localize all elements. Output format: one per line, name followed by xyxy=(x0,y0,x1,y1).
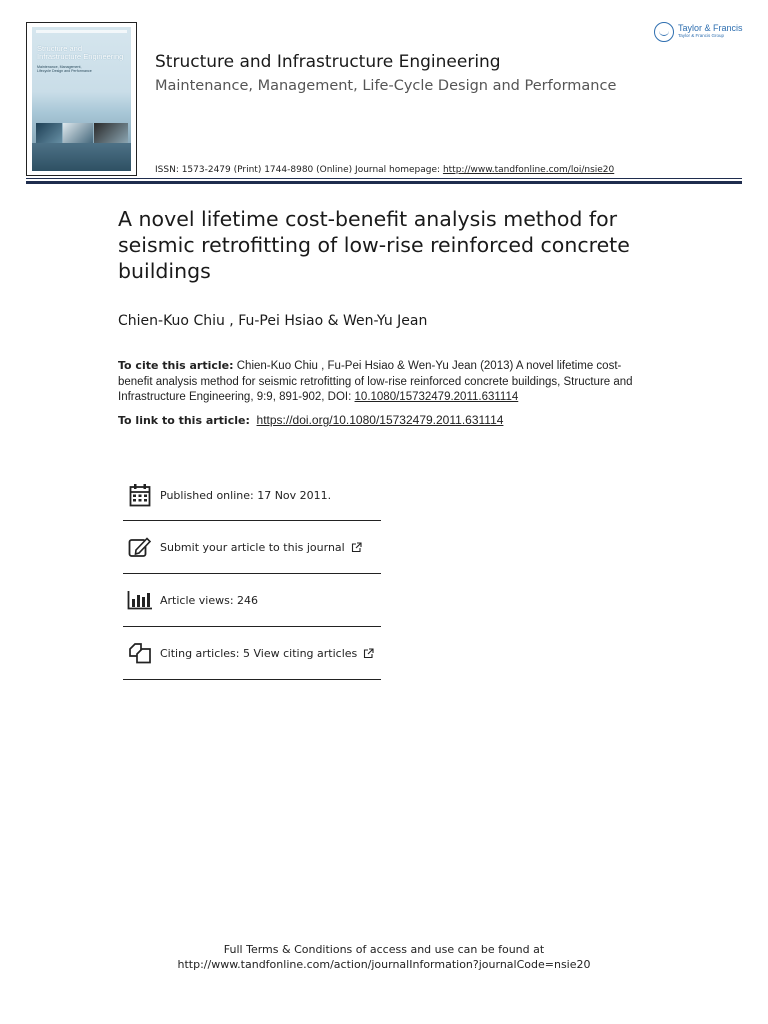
citing-articles-link[interactable] xyxy=(123,627,381,680)
footer-terms-text: Full Terms & Conditions of access and use can be found at xyxy=(223,943,545,956)
issn-line xyxy=(155,165,614,175)
published-date xyxy=(123,470,381,521)
published-text: Published online: 17 Nov 2011. xyxy=(160,488,332,502)
publisher-logo[interactable] xyxy=(654,22,743,42)
article-link-line xyxy=(118,413,503,427)
cover-image xyxy=(32,27,131,171)
article-views xyxy=(123,574,381,627)
issn-text: ISSN: 1573-2479 (Print) 1744-8980 (Online) Journal homepage: xyxy=(155,165,441,175)
publisher-group: Taylor & Francis Group xyxy=(678,33,725,38)
external-link-icon xyxy=(351,538,362,557)
journal-homepage-link[interactable]: http://www.tandfonline.com/loi/nsie20 xyxy=(442,165,615,175)
doi-link[interactable]: 10.1080/15732479.2011.631114 xyxy=(354,391,519,403)
cite-label: To cite this article: xyxy=(118,359,234,372)
cover-subtitle: Maintenance, Management, Lifecycle Design and Performance xyxy=(37,65,92,74)
journal-cover xyxy=(26,22,137,176)
citation-block xyxy=(118,358,648,406)
footer-terms-url[interactable]: http://www.tandfonline.com/action/journalInformation?journalCode=nsie20 xyxy=(177,958,591,971)
taylor-francis-logo-icon xyxy=(654,22,674,42)
header-divider xyxy=(26,181,742,184)
journal-subtitle: Maintenance, Management, Life-Cycle Design and Performance xyxy=(155,78,617,94)
citing-articles-icon xyxy=(127,640,153,666)
cover-photo xyxy=(36,123,62,145)
cover-photo xyxy=(63,123,93,145)
journal-title: Structure and Infrastructure Engineering xyxy=(155,52,501,72)
cite-text: Chien-Kuo Chiu , Fu-Pei Hsiao & Wen-Yu Jean (2013) A novel lifetime cost-benefit analysis method for seismic retrofitting of low-rise reinforced concrete buildings, Structure and Infrastructure Engineering, 9:9, 891-902, DOI: xyxy=(118,360,633,403)
article-url-link[interactable]: https://doi.org/10.1080/15732479.2011.631114 xyxy=(256,413,504,427)
views-text: Article views: 246 xyxy=(160,593,259,607)
bar-chart-icon xyxy=(127,587,153,613)
publisher-name: Taylor & Francis xyxy=(678,23,743,33)
footer xyxy=(0,942,768,972)
cover-photo xyxy=(94,123,128,145)
header-divider xyxy=(26,178,742,179)
link-label: To link to this article: xyxy=(118,414,250,427)
submit-article-link[interactable] xyxy=(123,521,381,574)
article-info-list xyxy=(123,470,381,680)
citing-text: Citing articles: 5 View citing articles xyxy=(160,646,358,660)
external-link-icon xyxy=(363,644,374,663)
calendar-icon xyxy=(127,482,153,508)
cover-title: Structure and Infrastructure Engineering xyxy=(37,44,124,61)
authors: Chien-Kuo Chiu , Fu-Pei Hsiao & Wen-Yu Jean xyxy=(118,313,428,329)
edit-icon xyxy=(127,534,153,560)
article-title: A novel lifetime cost-benefit analysis method for seismic retrofitting of low-rise reinforced concrete buildings xyxy=(118,207,630,283)
submit-text: Submit your article to this journal xyxy=(160,540,345,554)
